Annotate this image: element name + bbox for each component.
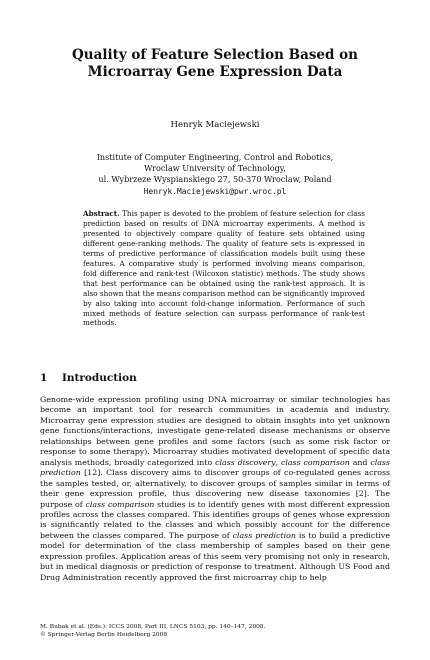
intro-text-3: and (349, 457, 371, 467)
section-number: 1 (40, 372, 48, 384)
abstract-label: Abstract. (83, 209, 120, 218)
introduction-paragraph (40, 395, 390, 583)
intro-emphasis-class-comparison: class comparison (280, 457, 350, 467)
author-email: Henryk.Maciejewski@pwr.wroc.pl (143, 186, 287, 196)
affiliation-line-3: ul. Wybrzeze Wyspianskiego 27, 50-370 Wroclaw, Poland (98, 174, 332, 185)
intro-text-4: [12]. Class discovery aims to discover groups of co-regulated genes across the samples tested, or, alternatively, to discover groups of samples similar in terms of their gene expression profile, thus discovering new disease taxonomies [2]. The purpose of (40, 468, 390, 509)
affiliation-block (40, 152, 390, 197)
affiliation-line-2: Wroclaw University of Technology, (144, 163, 286, 174)
affiliation-line-1: Institute of Computer Engineering, Control and Robotics, (96, 152, 334, 162)
intro-emphasis-class-prediction: class prediction (40, 457, 390, 478)
footer-copyright: © Springer-Verlag Berlin Heidelberg 2008 (40, 632, 168, 639)
page-footer (40, 623, 390, 640)
section-title: Introduction (62, 372, 137, 384)
abstract-text: This paper is devoted to the problem of feature selection for class prediction based on results of DNA microarray experiments. A method is presented to objectively compare quality of feature sets obtained using different gene-ranking methods. The quality of feature sets is expressed in terms of predictive performance of classification models built using these features. A comparative study is performed involving means comparison, fold difference and rank-test (Wilcoxon statistic) methods. The study shows that best performance can be obtained using the rank-test approach. It is also shown that the means comparison method can be significantly improved by also taking into account fold-change information. Performance of such mixed methods of feature selection can surpass performance of rank-test methods. (83, 209, 365, 328)
title-line-1: Quality of Feature Selection Based on (72, 47, 358, 63)
intro-emphasis-class-discovery: class discovery (215, 457, 276, 467)
intro-emphasis-class-prediction-2: class prediction (232, 530, 296, 540)
title-line-2: Microarray Gene Expression Data (87, 64, 343, 80)
intro-text-5: studies is to identify genes with most different expression profiles across the classes compared. This identifies groups of genes whose expression is significantly related to the classes and which possibly account for the difference between the classes compared. The purpose of (40, 499, 390, 540)
paper-title (40, 47, 390, 81)
footer-citation: M. Bubak et al. (Eds.): ICCS 2008, Part III, LNCS 5103, pp. 140–147, 2008. (40, 624, 266, 630)
intro-text-2: , (275, 457, 281, 467)
abstract (83, 209, 365, 328)
intro-text-6: is to build a predictive model for determination of the class membership of samples based on their gene expression profiles. Application areas of this seem very promising not only in research, but in medical diagnosis or prediction of response to treatment. Although US Food and Drug Administration recently approved the first microarray chip to help (40, 530, 390, 582)
author-name: Henryk Maciejewski (170, 120, 260, 130)
intro-text-1: Genome-wide expression profiling using DNA microarray or similar technologies has become an important tool for research communities in academia and industry. Microarray gene expression studies are designed to obtain insights into yet unknown gene functions/interactions, investigate gene-related disease mechanisms or observe relationships between gene profiles and some factors (such as some risk factor or response to some therapy). Microarray studies motivated development of specific data analysis methods, broadly categorized into (40, 395, 390, 467)
section-heading (40, 372, 390, 384)
intro-emphasis-class-comparison-2: class comparison (85, 499, 155, 509)
